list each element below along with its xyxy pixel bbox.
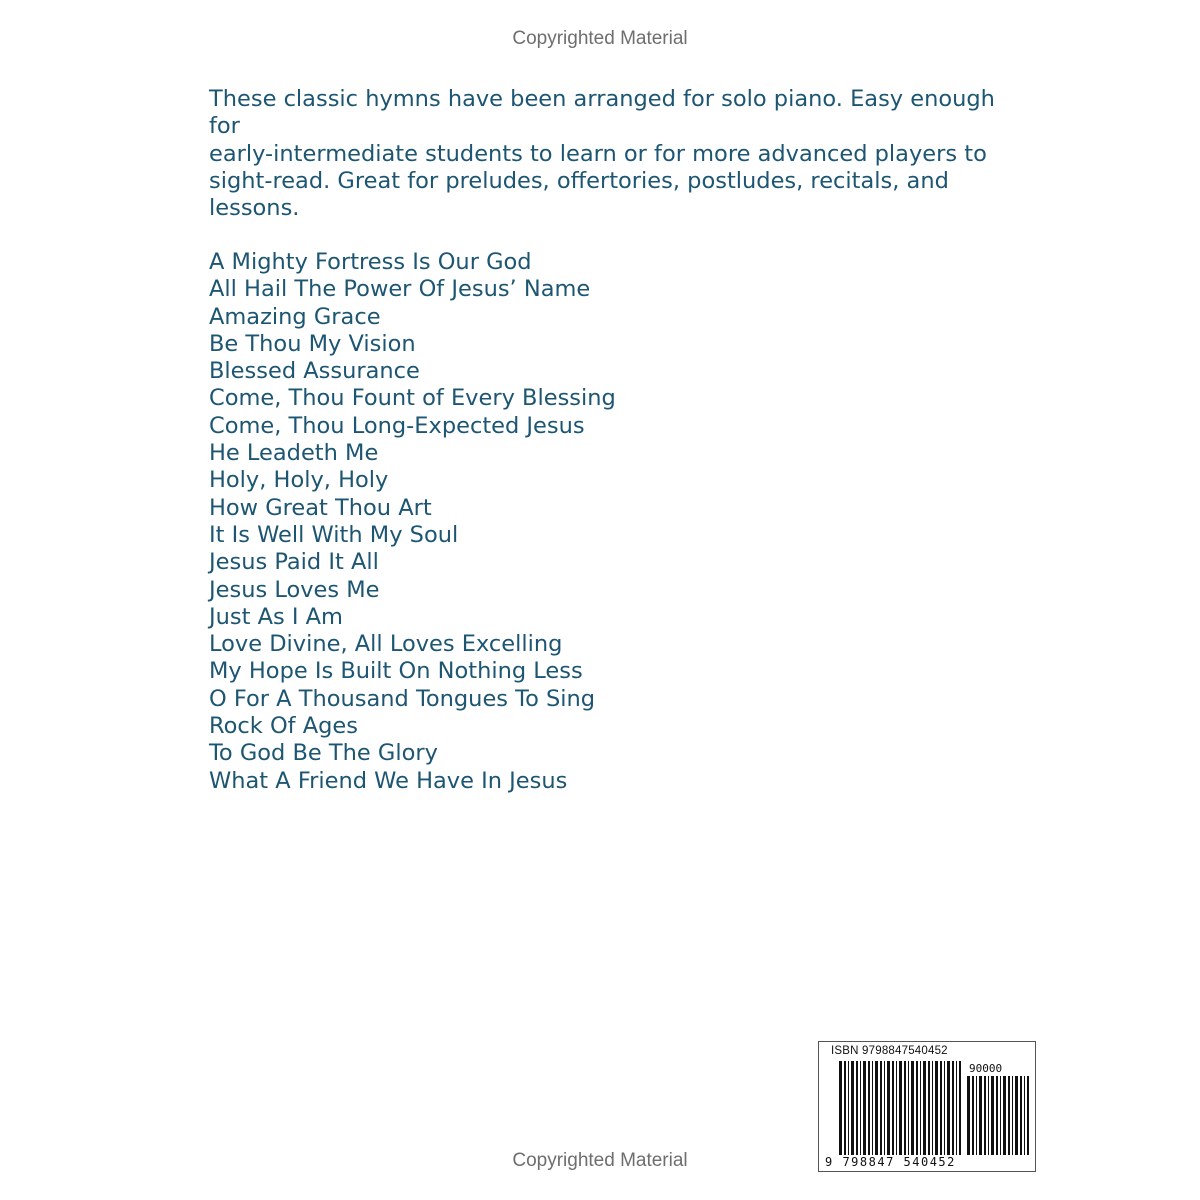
hymn-title: How Great Thou Art	[209, 494, 432, 521]
barcode-bar	[904, 1061, 906, 1155]
barcode-bar	[875, 1061, 878, 1155]
barcode-bar	[923, 1061, 926, 1155]
barcode-bar	[952, 1061, 954, 1155]
barcode-bar	[839, 1061, 842, 1155]
hymn-title: Rock Of Ages	[209, 713, 358, 740]
barcode-bar	[959, 1061, 961, 1155]
hymn-title: O For A Thousand Tongues To Sing	[209, 685, 596, 712]
hymn-title: Holy, Holy, Holy	[209, 467, 389, 494]
barcode-bar	[1024, 1076, 1025, 1155]
barcode-bar	[863, 1061, 866, 1155]
hymn-title: A Mighty Fortress Is Our God	[209, 249, 532, 275]
barcode-bar	[851, 1061, 854, 1155]
barcode-bar	[947, 1061, 950, 1155]
barcode-bar	[928, 1061, 930, 1155]
hymn-title: Come, Thou Long-Expected Jesus	[209, 412, 585, 439]
barcode-bar	[920, 1061, 921, 1155]
barcode-bar	[844, 1061, 846, 1155]
book-description: These classic hymns have been arranged for solo piano. Easy enough for early-intermediate students to learn or for more advanced players to sight-read. Great for preludes, offertories, postludes, recitals, and lessons.	[209, 86, 995, 222]
barcode-bar	[988, 1076, 989, 1155]
hymn-title: What A Friend We Have In Jesus	[209, 767, 568, 794]
hymn-list	[209, 249, 616, 795]
barcode-bar	[1000, 1076, 1001, 1155]
barcode-bar	[996, 1076, 998, 1155]
hymn-title: All Hail The Power Of Jesus’ Name	[209, 276, 591, 303]
hymn-title: It Is Well With My Soul	[209, 521, 459, 548]
barcode-bar	[1027, 1076, 1029, 1155]
barcode-digits: 9 798847 540452	[825, 1155, 956, 1169]
barcode-bar	[899, 1061, 902, 1155]
barcode-bar	[1012, 1076, 1013, 1155]
barcode-bar	[860, 1061, 861, 1155]
barcode-bar	[976, 1076, 977, 1155]
barcode-bar	[944, 1061, 945, 1155]
isbn-label: ISBN 9798847540452	[831, 1045, 948, 1057]
barcode-bar	[908, 1061, 909, 1155]
barcode-bar	[887, 1061, 890, 1155]
barcode-bar	[848, 1061, 849, 1155]
barcode-bar	[979, 1076, 982, 1155]
copyright-watermark-bottom: Copyrighted Material	[512, 1150, 688, 1171]
barcode-bar	[1015, 1076, 1018, 1155]
hymn-title: Be Thou My Vision	[209, 330, 416, 357]
hymn-title: He Leadeth Me	[209, 440, 379, 467]
barcode-bar	[856, 1061, 858, 1155]
barcode-bar	[967, 1076, 970, 1155]
barcode-bar	[1003, 1076, 1006, 1155]
barcode-bar	[892, 1061, 894, 1155]
hymn-title: My Hope Is Built On Nothing Less	[209, 658, 583, 685]
hymn-title: Come, Thou Fount of Every Blessing	[209, 385, 616, 412]
barcode-bar	[872, 1061, 873, 1155]
barcode-bar	[896, 1061, 897, 1155]
barcode-bar	[935, 1061, 938, 1155]
hymn-title: Amazing Grace	[209, 303, 381, 330]
barcode-bar	[1020, 1076, 1022, 1155]
hymn-title: Just As I Am	[209, 603, 343, 630]
barcode-bar	[868, 1061, 870, 1155]
barcode-bar	[884, 1061, 885, 1155]
copyright-watermark-top: Copyrighted Material	[512, 28, 688, 49]
barcode-bar	[932, 1061, 933, 1155]
barcode-bar	[916, 1061, 918, 1155]
barcode-bar	[991, 1076, 994, 1155]
hymn-title: Jesus Loves Me	[209, 576, 380, 603]
hymn-title: Jesus Paid It All	[209, 549, 379, 576]
hymn-title: Blessed Assurance	[209, 358, 420, 385]
barcode-bar	[1008, 1076, 1010, 1155]
barcode-bar	[956, 1061, 957, 1155]
barcode-bar	[880, 1061, 882, 1155]
hymn-title: Love Divine, All Loves Excelling	[209, 631, 563, 658]
barcode-bar	[940, 1061, 942, 1155]
hymn-title: To God Be The Glory	[209, 740, 438, 767]
barcode-bar	[984, 1076, 986, 1155]
barcode-bar	[911, 1061, 914, 1155]
price-code: 90000	[969, 1062, 1003, 1075]
barcode-bar	[972, 1076, 974, 1155]
